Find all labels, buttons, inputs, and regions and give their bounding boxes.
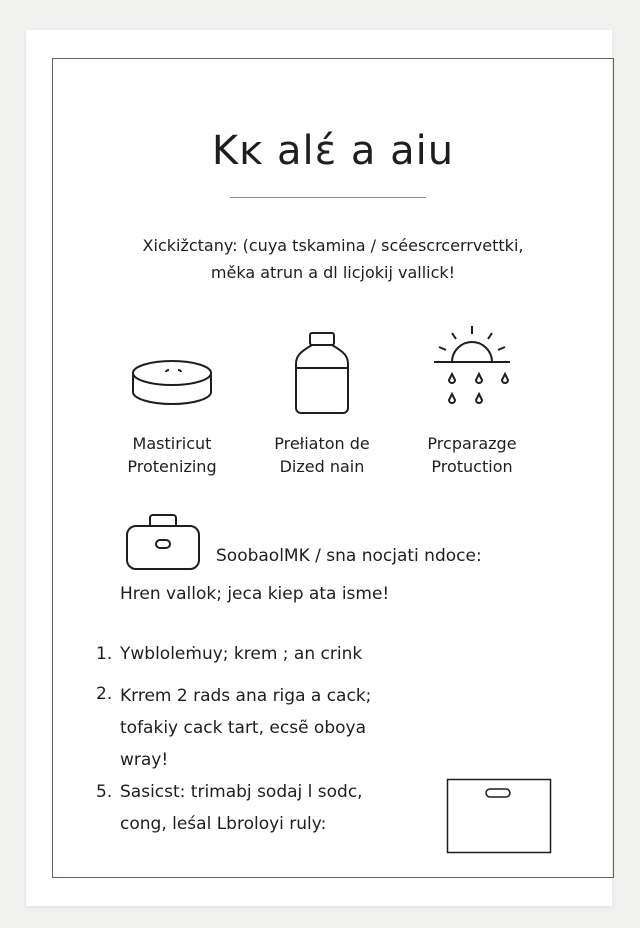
step-3-line-2: cong, leśal Lbroloyi ruly: (120, 814, 327, 834)
step-2-text (120, 680, 371, 776)
feature-caption-1 (92, 432, 252, 478)
round-tin-icon (130, 358, 214, 410)
step-2-number: 2. (96, 684, 113, 704)
feature-2-line1: Prełiaton de (274, 434, 370, 453)
feature-1-line1: Mastiricut (132, 434, 212, 453)
feature-caption-3 (392, 432, 552, 478)
feature-3-line1: Prcparazge (427, 434, 517, 453)
card-title: Kĸ alɛ́ a aiu (211, 128, 455, 174)
feature-2-line2: Dized nain (279, 457, 365, 476)
intro-line-2: měka atrun a dl licjokij vallick! (210, 263, 456, 282)
bottle-icon (292, 330, 352, 416)
step-1-line-1: Ywbloleṁuy; krem ; an crink (120, 644, 363, 664)
sun-rain-icon (430, 322, 514, 412)
intro-line-1: Xickižctany: (cuya tskamina / scéescrcerrvettki, (142, 236, 524, 255)
lunchbox-icon (124, 512, 202, 572)
feature-1-line2: Protenizing (127, 457, 217, 476)
bag-note: SoobaolMK / sna nocjati ndoce: (216, 546, 482, 566)
step-2-line-3: wray! (120, 750, 169, 770)
feature-caption-2 (242, 432, 402, 478)
step-3-line-1: Sasicst: trimabj sodaj l sodc, (120, 782, 363, 802)
step-1-text (120, 640, 362, 669)
step-3-text (120, 776, 363, 840)
subheading: Hren vallok; jeca kiep ata isme! (120, 584, 390, 604)
step-3-number: 5. (96, 782, 113, 802)
storage-box-icon (446, 778, 552, 854)
step-2-line-2: tofakiy cack tart, ecsẽ oboya (120, 718, 367, 738)
step-1-number: 1. (96, 644, 113, 664)
title-divider (230, 197, 426, 198)
feature-3-line2: Protuction (431, 457, 513, 476)
intro-text (52, 232, 614, 286)
step-2-line-1: Krrem 2 rads ana riga a cack; (120, 686, 372, 706)
